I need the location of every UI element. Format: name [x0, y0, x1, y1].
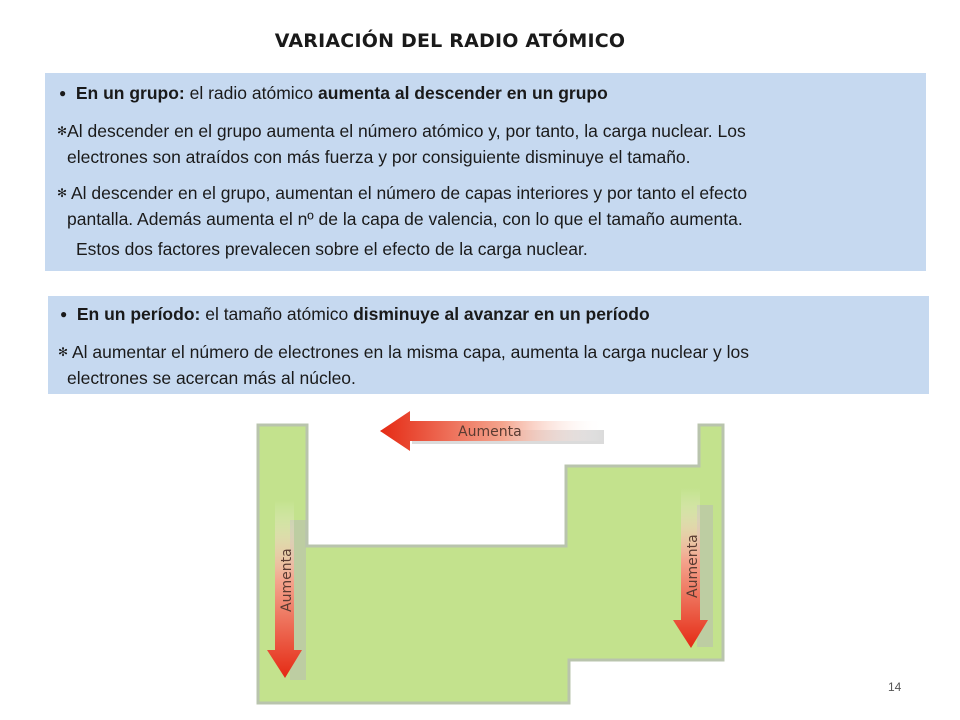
periodic-table-shape [258, 425, 723, 703]
group-point-2-line-2: pantalla. Además aumenta el nº de la capa de valencia, con lo que el tamaño aumenta. [67, 209, 743, 229]
group-point-1-text: Al descender en el grupo aumenta el número atómico y, por tanto, la carga nuclear. Los [67, 121, 746, 141]
period-heading-text: el tamaño atómico [200, 304, 354, 324]
arrow-period-label: Aumenta [458, 424, 522, 440]
asterisk-icon: ✻ [57, 124, 68, 138]
asterisk-icon: ✻ [57, 186, 68, 200]
period-heading-label: En un período: [76, 304, 201, 324]
group-point-1-line-2: electrones son atraídos con más fuerza y por consiguiente disminuye el tamaño. [67, 147, 691, 167]
slide-title: VARIACIÓN DEL RADIO ATÓMICO [274, 30, 626, 52]
period-point-1-line-2: electrones se acercan más al núcleo. [67, 368, 356, 388]
asterisk-icon: ✻ [58, 345, 69, 359]
period-heading-emphasis: disminuye al avanzar en un período [353, 304, 650, 324]
group-heading-text: el radio atómico [184, 83, 319, 103]
arrow-group-left-label: Aumenta [279, 548, 295, 612]
group-heading-label: En un grupo: [75, 83, 185, 103]
period-point-1-text: Al aumentar el número de electrones en la misma capa, aumenta la carga nuclear y los [68, 342, 749, 362]
group-point-2-text: Al descender en el grupo, aumentan el número de capas interiores y por tanto el efecto [67, 183, 748, 203]
group-heading-emphasis: aumenta al descender en un grupo [318, 83, 608, 103]
bullet-icon: ● [60, 307, 68, 321]
page-number: 14 [888, 680, 902, 694]
arrow-period-icon [380, 411, 604, 451]
bullet-icon: ● [59, 86, 67, 100]
group-conclusion: Estos dos factores prevalecen sobre el efecto de la carga nuclear. [76, 239, 588, 259]
arrow-group-right-label: Aumenta [685, 534, 701, 598]
